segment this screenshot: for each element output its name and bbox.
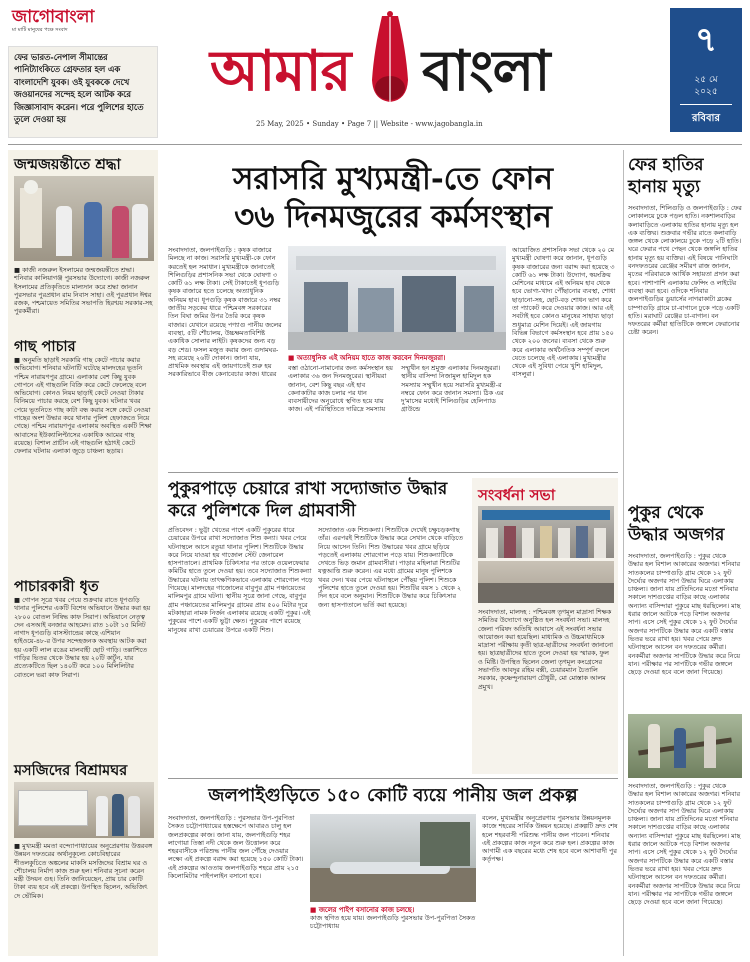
right-story1-title: ফের হাতির হানায় মৃত্যু: [628, 155, 704, 197]
lead-photo-caption: ■ অত্যাধুনিক এই অনিয়ম হাতে কাজ করবেন দিনমজুররা।: [288, 354, 446, 362]
small-logo-text: জাগোবাংলা: [12, 7, 95, 27]
mid-story1-title: পুকুরপাড়ে চেয়ারে রাখা সদ্যোজাত উদ্ধার করে পুলিশকে দিল গ্রামবাসী: [168, 479, 448, 521]
mid-story2-photo-2: [478, 561, 614, 603]
left-story2-title: গাছ পাচার: [14, 338, 76, 355]
lead-body-col3: আয়োজিত প্রশাসনিক সভা থেকে ২০ মে মুখ্যমন্ত্রী ঘোষণা করে জানান, ধূপগুড়ি কৃষক বাজারের জন্য বরাদ্দ করা হয়েছে ৩ কোটি ৬১ লক্ষ টাকা। উদ্যোগ, স্বয়ংক্রিয় মেশিনের মাধ্যমে এই অনিয়ম হাব থেকে হবে ভোগ্য-খাদ্য পৌঁছানোর ব্যবস্থা, শোধা ছাড়ানো-সহ, ছোট-বড় শোধন ভাগ করে তা প্যাকেট করে দেওয়ার কাজ। আর এই সবটাই হবে কোনও মানুষের সাহায্য ছাড়া শুধুমাত্র মেশিন দিয়েই। এই জায়গায় বিভিন্ন বিভাগে কর্মসংস্থান হবে প্রায় ১৫০ থেকে ২০০ জনের। ব্যবসা থেকে শুরু করে এলাকার অর্থনৈতিক সম্পূর্ণ বদলে যেতে চলেছে এই এলাকায়। মুখ্যমন্ত্রীর থেকে এই সুবিধা পেয়ে খুশি হামিদুল, বাসলুরা।: [512, 246, 616, 379]
small-logo-tagline: মা মাটি মানুষের পক্ষে সংবাদ: [12, 27, 68, 33]
mid-story2-title: সংবর্ধনা সভা: [478, 486, 556, 504]
left-story1-photo: [14, 176, 154, 261]
teaser-box: [8, 46, 158, 138]
dateline: 25 May, 2025 • Sunday • Page 7 || Website - www.jagobangla.in: [256, 120, 483, 128]
mid-story1-col2: সদ্যোজাত এক শিশুকন্যা। শিশুটিকে দেখেই চক্ষুচড়কগাছ তাঁর। এরপরই শিশুটিকে উদ্ধার করে সেখান থেকে বাড়িতে নিয়ে আসেন তিনি। শিশু উদ্ধারের খবর গ্রামে ছড়িয়ে পড়তেই এলাকায় শোরগোল পড়ে যায়। শিশুকন্যাটিকে দেখতে ভিড় জমান গ্রামবাসীরা। পাড়ার মহিলারা শিশুটির যত্নআত্তি শুরু করেন। এর মধ্যে গ্রামের মানুষ পুলিশকে খবর দেন। খবর পেয়ে ঘটনাস্থলে পৌঁছয় পুলিশ। শিশুকে পুলিশের হাতে তুলে দেওয়া হয়। শিশুটির বয়স ১ থেকে ২ দিন হবে বলে অনুমান। শিশুটিকে উদ্ধার করে চিকিৎসার জন্য হাসপাতালে ভর্তি করা হয়েছে।: [318, 526, 463, 609]
mid-story2-photo: [478, 506, 614, 558]
mid-rule: [168, 778, 618, 779]
right-story2-body-b: [628, 782, 742, 952]
teaser-text: ফের ভারত-নেপাল সীমান্তের পানিট্যাংকিতে গ্রেফতার হল এক বাংলাদেশি যুবক। ওই যুবককে দেখে জওয়ানদের সন্দেহ হলে আটক করে জিজ্ঞাসাবাদ করেন। পরে পুলিশের হাতে তুলে দেওয়া হয়: [14, 52, 144, 125]
issue-date: ২৫ মে ২০২৫: [694, 75, 718, 97]
left-story4-photo: [14, 782, 154, 838]
ektara-icon: [360, 10, 420, 108]
right-story1-body: সংবাদদাতা, শিলিগুড়ি ও জলপাইগুড়ি : ফের লোকালয়ে ঢুকে পড়ল হাতি। নকশালবাড়ির কলাবাড়িতে এলাকায় হাতির হানায় মৃত্যু হল এক ব্যক্তির। শুক্রবার গভীর রাতে কলাবাড়ি জঙ্গল থেকে লোকালয়ে ঢুকে পড়ে ২টি হাতি। ঘরে ফেরার পথে পেছন থেকে জঙ্গলি হাতির হানায় মৃত্যু হয় ব্যক্তির। এই বিষয়ে পানিঘাটা বনদফতরের রেঞ্জের সমীরণ রাজ জানান, মৃতের পরিবারকে আর্থিক সহায়তা প্রদান করা হবে। পাশাপাশি এলাকায় ফেন্সিং ও লাইটের ব্যবস্থা করা হবে। ওদিকে শনিবার জলপাইগুড়ির ডুয়ার্সের নাগরাকাটা ব্লকের চাম্পাগুড়ি গ্রামে চা-বাগানে ঢুকে পড়ে একটি হাতি। মরাঘাট রেঞ্জের চা-বাগান। বন দফতরের কর্মীরা হাতিটিকে জঙ্গলে ফেরানোর চেষ্টা করেন।: [628, 204, 742, 337]
mid-story3-col1: সংবাদদাতা, জলপাইগুড়ি : পুরসভার উপ-পুরপিতা সৈকত চট্টোপাধ্যায়ের হস্তক্ষেপে আবারও চালু হল জলপ্রকল্পের কাজ। জানা যায়, জলপাইগুড়ি শহর লাগোয়া তিস্তা নদী থেকে জল উত্তোলন করে শহরবাসীকে পরিশুদ্ধ পানীয় জল পৌঁছে দেওয়ার লক্ষ্যে এই প্রকল্পে বরাদ্দ করা হয়েছে ১৫০ কোটি টাকা। এই প্রকল্পের আওতায় জলপাইগুড়ি শহরে প্রায় ২১৫ কিলোমিটার পাইপলাইন বসানো হবে।: [168, 814, 304, 881]
small-logo: [12, 6, 117, 35]
lead-headline-2: ৩৬ দিনমজুরের কর্মসংস্থান: [234, 199, 552, 235]
mid-story1-col1: প্রতিবেদন : ভুট্টা খেতের পাশে একটি পুকুরের ধারে চেয়ারের উপরে রাখা সদ্যোজাত শিশু কন্যা। খবর পেয়ে ঘটনাস্থলে আসে রতুয়া থানার পুলিশ। শিশুটিকে উদ্ধার করে নিয়ে যাওয়া হয় গাজোল স্টেট জেনারেল হাসপাতালে। প্রাথমিক চিকিৎসার পর তাকে ওয়েলফেয়ার কমিটির হাতে তুলে দেওয়া হয়। তবে সদ্যোজাত শিশুকন্যা উদ্ধারের ঘটনায় তাৎক্ষণিকভাবে এলাকায় শোরগোল পড়ে গিয়েছে। মালদহের গাজোলের বাবুপুর গ্রাম পঞ্চায়েতের মালিমপুর গ্রামে ঘটনা। স্থানীয় সূত্রে জানা গেছে, বাবুপুর গ্রাম পঞ্চায়েতের মালিমপুর গ্রামের প্রায় ৫০০ মিটার দূরে মটকাহারা নামক নির্জন এলাকায় রয়েছে একটি পুকুর। এই পুকুরের পাশে একটি ভুট্টা ক্ষেত। পুকুরের পাশে রয়েছে মানুষের রাখা চেয়ারের উপরে একটি শিশু।: [168, 526, 313, 634]
left-story4-title: মসজিদের বিশ্রামঘর: [14, 762, 128, 779]
mid-story3-col3: বলেন, মুখ্যমন্ত্রীর অনুপ্রেরণায় পুরসভার উন্নয়নমূলক কাজে শহরের সার্বিক উন্নয়ন হয়েছে। প্রকল্পটি দ্রুত শেষ হলে শহরবাসী পরিশুদ্ধ পানীয় জল পাবেন। শনিবার এই প্রকল্পের কাজ নতুন করে শুরু হল। প্রকল্পের কাজ আগামী এক বছরের মধ্যে শেষ হবে বলে আশাবাদী পুর কর্তৃপক্ষ।: [482, 814, 618, 864]
page-number: ৭: [694, 20, 718, 60]
right-story2-photo: [628, 714, 742, 778]
lead-body-col2: বস্তা ওঠানো-নামানোর জন্য কর্মসংস্থান হয় এলাকার ৩৬ জন দিনমজুরের। স্থানীয়রা জানান, বেশ কিছু বছর এই হাব কেনাকাটার কাজ চলার পর ধান ব্যবসায়ীদের অনুরোধে স্থগিত হয়ে যায় কাজ। এই পরিস্থিতিতে দারিদ্রে সমস্যায় সম্মুখীন হন শ্রমুক্ত এলাকার দিনমজুররা। স্থানীয় বাসিন্দা নিজামুল হামিদুল হক সমস্যায় সম্মুখীন হয়ে সরাসরি মুখ্যমন্ত্রী-র নম্বরে ফোন করে জানান সমস্যা। ঠিক এর দু'মাসের মধ্যেই শিলিগুড়ির হেলিপ্যাড গ্রাউন্ডে: [288, 364, 504, 414]
logo-word-amar: আমার: [210, 38, 351, 104]
mid-story2-body: সংবাদদাতা, মালদহ : পশ্চিমবঙ্গ তৃণমূল মাদ্রাসা শিক্ষক সমিতির উদ্যোগে অনুষ্ঠিত হল সংবর্ধনা সভা। মালদহ জেলা পরিষদ অতিথি আবাসে এই সংবর্ধনা সভার আয়োজন করা হয়েছিল। মাধ্যমিক ও উচ্চমাধ্যমিকে মাদ্রাসা পরীক্ষায় কৃতী ছাত্র-ছাত্রীদের সংবর্ধনা জানানো হয়। ছাত্রছাত্রীদের হাতে তুলে দেওয়া হয় স্মারক, ফুল ও মিষ্টি। উপস্থিত ছিলেন জেলা তৃণমূল কংগ্রেসের সভাপতি আবদুর রহিম বক্সী, চেয়ারম্যান চৈতালি সরকার, কৃষ্ণেন্দুনারায়ণ চৌধুরী, মো মোস্তাক আলম প্রমুখ।: [478, 608, 613, 691]
right-story2-continuation: সংবাদদাতা, জলপাইগুড়ি : পুকুর থেকে উদ্ধার হল বিশাল আকারের অজগর। শনিবার সাতকলের চাম্পাগুড়ি গ্রাম থেকে ১২ ফুট দৈর্ঘ্যের অজগর সাপ উদ্ধার ঘিরে এলাকায় চাঞ্চল্য। জানা যায় প্রতিদিনের মতো শনিবার সকালে দাশগুপ্তের বাড়ির কাছে এলাকার অন্যান্য বাসিন্দারা পুকুরে মাছ ধরছিলেন। মাছ ধরার জালে আটকে পড়ে বিশাল অজগর সাপ। এসে সেই পুকুর থেকে ১২ ফুট দৈর্ঘ্যের অজগর সাপটিকে উদ্ধার করে একটি বস্তার ভিতর ভরে রাখা হয়। খবর পেয়ে দ্রুত ঘটনাস্থলে আসেন বন দফতরের কর্মীরা। বনকর্মীরা অজগর সাপটিকে উদ্ধার করে নিয়ে যান। পরীক্ষার পর সাপটিকে গভীর জঙ্গলে ছেড়ে দেওয়া হবে বলে জানা গিয়েছে।: [628, 782, 741, 907]
page-divider: [680, 104, 732, 105]
mid-story3-title: জলপাইগুড়িতে ১৫০ কোটি ব্যয়ে পানীয় জল প্রকল্প: [208, 785, 578, 806]
right-story2-title: পুকুর থেকে উদ্ধার অজগর: [628, 503, 725, 545]
page-number-box: [670, 8, 742, 132]
lead-rule: [168, 472, 618, 473]
mid-story3-col2: কাজ স্থগিত হয়ে যায়। জলপাইগুড়ি পুরসভার উপ-পুরপিতা সৈকত চট্টোপাধ্যায়: [310, 914, 476, 931]
mid-story3-caption: ■ জলের পাইপ বসানোর কাজ চলছে।: [310, 906, 415, 914]
left-story1-body: ■ কাজী নজরুল ইসলামের জন্মজয়ন্তীতে শ্রদ্ধা। শনিবার কালিয়াগঞ্জ পুরসভার উদ্যোগে। কাজী নজরুল ইসলামের প্রতিকৃতিতে মাল্যদান করে শ্রদ্ধা জানান পুরসভার পুরপ্রধান রাম নিবাস সাহা। ওই পুরপ্রধান ঈশ্বর রজক, পশ্চমায়েত সমিতির সভাপতি হিরণ্ময় সরকার-সহ পুরকর্মীরা।: [14, 266, 153, 316]
right-story2-body-a: সংবাদদাতা, জলপাইগুড়ি : পুকুর থেকে উদ্ধার হল বিশাল আকারের অজগর। শনিবার সাতকলের চাম্পাগুড়ি গ্রাম থেকে ১২ ফুট দৈর্ঘ্যের অজগর সাপ উদ্ধার ঘিরে এলাকায় চাঞ্চল্য। জানা যায় প্রতিদিনের মতো শনিবার সকালে দাশগুপ্তের বাড়ির কাছে এলাকার অন্যান্য বাসিন্দারা পুকুরে মাছ ধরছিলেন। মাছ ধরার জালে আটকে পড়ে বিশাল অজগর সাপ। এসে সেই পুকুর থেকে ১২ ফুট দৈর্ঘ্যের অজগর সাপটিকে উদ্ধার করে একটি বস্তার ভিতর ভরে রাখা হয়। খবর পেয়ে দ্রুত ঘটনাস্থলে আসেন বন দফতরের কর্মীরা। বনকর্মীরা অজগর সাপটিকে উদ্ধার করে নিয়ে যান। পরীক্ষার পর সাপটিকে গভীর জঙ্গলে ছেড়ে দেওয়া হবে বলে জানা গিয়েছে।: [628, 552, 741, 677]
issue-day: রবিবার: [692, 113, 720, 124]
left-story1-title: জন্মজয়ন্তীতে শ্রদ্ধা: [14, 156, 121, 173]
right-divider: [623, 150, 624, 956]
logo-word-bangla: বাংলা: [422, 38, 550, 104]
lead-body-col1: সংবাদদাতা, জলপাইগুড়ি : কৃষক বাজারে মিলছে না কাজ। সরাসরি মুখ্যমন্ত্রী-কে ফোন করতেই হল সমাধান। মুখ্যমন্ত্রীকে জানাতেই শিলিগুড়ির প্রশাসনিক সভা থেকে ঘোষণা ৩ কোটি ৬১ লক্ষ টাকা। সেই টাকাতেই ধূপগুড়ি কৃষক বাজারে হতে চলেছে অত্যাধুনিক অনিয়ম হাব। ধূপগুড়ি কৃষক বাজারে ৩১ নম্বর জাতীয় সড়কের ধারে পশ্চিমবঙ্গ সরকারের তিন বিঘা জমির উপর তৈরি করে কৃষক বাজার। যেখানে রয়েছে পণ্যাগু পানীয় জলের ব্যবস্থা, ৫টি শৌচালয়, উচ্চক্ষমতাবিশিষ্ট একাধিক সোলার লাইট। কৃষকদের জন্য বড় বড় শেড। ফসল মজুত করার জন্য গুদামঘর-সহ রয়েছে ২৬টি দোকান। জানা যায়, প্রাথমিক অবস্থায় এই জায়গাতেই শুরু হয় সরকারিভাবে বীজ কেনাবেচার কাজ। ধারের: [168, 246, 282, 379]
left-story3-title: পাচারকারী ধৃত: [14, 578, 99, 595]
left-story4-body: ■ মুখ্যমন্ত্রী মমতা বন্দ্যোপাধ্যায়ের অনুপ্রেরণায় উত্তরবঙ্গ উন্নয়ন দফতরের অর্থানুকূল্যে কোচবিহারের শীতলকুচিতে অঙ্কলের মাকসি মসজিদের বিশ্রাম ঘর ও শৌচালয় নির্মাণ কাজ শুরু হল। শনিবার সূচনা করেন মন্ত্রী উদয়ন গুহ। তিনি জানিয়েছেন, প্রায় চার কোটি টাকা ব্যয় হবে এই প্রকল্পে। উপস্থিত ছিলেন, অভিজিৎ দে ভৌমিক।: [14, 842, 153, 900]
left-story3-body: ■ গোপন সূত্রে খবর পেয়ে শুক্রবার রাতে ধূপগুড়ি থানার পুলিশের একটি বিশেষ অভিযানে উদ্ধার করা হয় ২৮০০ বোতল নিষিদ্ধ কাফ সিরাপ। অভিযানে নেতৃত্ব দেন এসআই বনজার আহমেদ। রাত ১০টা ১৫ মিনিট নাগাদ ধূপগুড়ি বাসস্ট্যান্ডের কাছে এশিয়ান হাইওয়ে-৪৮-র উপর সন্দেহজনক অবস্থায় আটক করা হয় একটি লাল রঙের মালবাহী ছোট গাড়ি। তল্লাশিতে গাড়ির ভিতর থেকে উদ্ধার হয় ২০টি কার্টুন, যার প্রত্যেকটিতে ছিল ১৪০টি করে ১০০ মিলিলিটার বোতলে ভরা কাফ সিরাপ।: [14, 596, 151, 679]
mid-story3-photo: [310, 814, 476, 902]
masthead-rule: [8, 144, 742, 145]
left-story2-body: ■ অনুমতি ছাড়াই সরকারি গাছ কেটে পাচার করার অভিযোগ। শনিবার ঘটনাটি ঘটেছে মালদহের ভূতনি পশ্চিম নারায়ণপুর গ্রামে। এলাকার বেশ কিছু যুবক গোপনে এই গাছগুলি বিক্রি করে কেটে ফেলেছে বলে অভিযোগ। কোনও নিয়ম ছাড়াই কেটে নেওয়া টাকার বিনিময়ে পাচার করছে বেশ কিছু যুবক। ঘটনার খবর পেয়ে ভূতনিতে গাছ কাটা বন্ধ করার সঙ্গে কেটে নেওয়া গাছের অংশ উদ্ধার করে থানার পুলিশ হেফাজতে নিয়ে গেছে। পশ্চিম নারায়ণপুর এলাকায় অবস্থিত একটি শিক্ষা আবাসের ইউক্যালিপ্টাসের একাধিক আমের গাছ রয়েছে। বিশাল প্রাচীন এই গাছগুলি হঠাৎই কেটে ফেলার ঘটনায় এলাকা জুড়ে চাঞ্চল্য ছড়ায়।: [14, 356, 152, 456]
lead-photo: [288, 246, 506, 350]
main-logo: [200, 10, 620, 108]
lead-headline-1: সরাসরি মুখ্যমন্ত্রী-তে ফোন: [232, 161, 554, 197]
